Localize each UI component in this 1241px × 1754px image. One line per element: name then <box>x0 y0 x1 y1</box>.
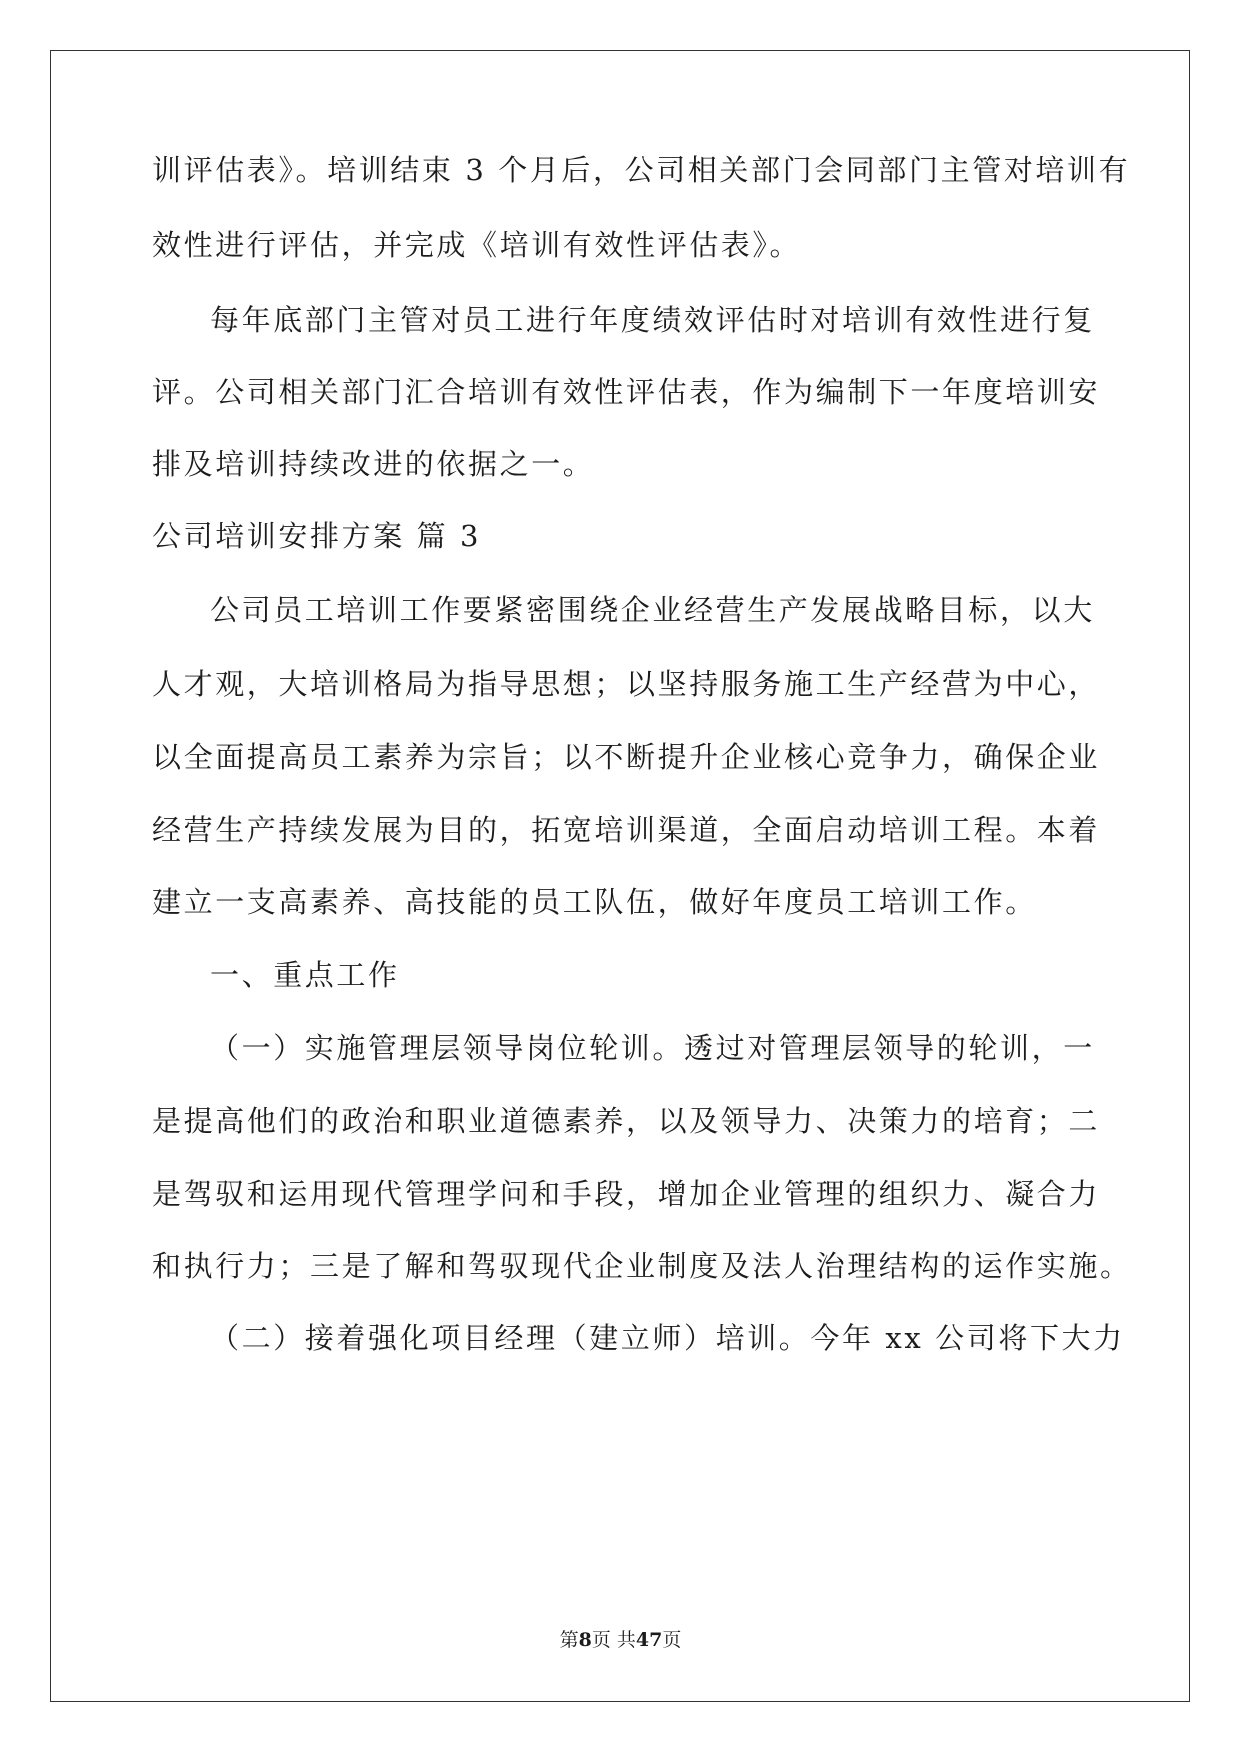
body-line: 训评估表》。培训结束 3 个月后，公司相关部门会同部门主管对培训有 <box>152 153 1131 187</box>
body-line: 是驾驭和运用现代管理学问和手段，增加企业管理的组织力、凝合力 <box>152 1177 1101 1211</box>
footer-suffix: 页 <box>662 1629 682 1651</box>
paragraph-line: 每年底部门主管对员工进行年度绩效评估时对培训有效性进行复 <box>210 303 1095 337</box>
page-border <box>50 50 1190 1702</box>
paragraph-line: （二）接着强化项目经理（建立师）培训。今年 xx 公司将下大力 <box>210 1321 1125 1355</box>
body-line: 以全面提高员工素养为宗旨；以不断提升企业核心竞争力，确保企业 <box>152 740 1101 774</box>
body-line: 经营生产持续发展为目的，拓宽培训渠道，全面启动培训工程。本着 <box>152 813 1101 847</box>
footer-prefix: 第 <box>559 1629 579 1651</box>
subheading: 一、重点工作 <box>210 958 400 992</box>
total-page-number: 47 <box>635 1629 663 1651</box>
body-line: 评。公司相关部门汇合培训有效性评估表，作为编制下一年度培训安 <box>152 375 1101 409</box>
page-footer <box>0 1628 1241 1652</box>
body-line: 排及培训持续改进的依据之一。 <box>152 447 595 481</box>
body-line: 是提高他们的政治和职业道德素养，以及领导力、决策力的培育；二 <box>152 1104 1101 1138</box>
paragraph-line: 公司员工培训工作要紧密围绕企业经营生产发展战略目标，以大 <box>210 593 1095 627</box>
body-line: 效性进行评估，并完成《培训有效性评估表》。 <box>152 228 802 262</box>
section-heading: 公司培训安排方案 篇 3 <box>152 519 482 553</box>
paragraph-line: （一）实施管理层领导岗位轮训。透过对管理层领导的轮训，一 <box>210 1031 1095 1065</box>
current-page-number: 8 <box>578 1629 592 1651</box>
body-line: 建立一支高素养、高技能的员工队伍，做好年度员工培训工作。 <box>152 885 1037 919</box>
body-line: 和执行力；三是了解和驾驭现代企业制度及法人治理结构的运作实施。 <box>152 1249 1132 1283</box>
body-line: 人才观，大培训格局为指导思想；以坚持服务施工生产经营为中心， <box>152 667 1101 701</box>
footer-mid: 页 共 <box>591 1629 636 1651</box>
